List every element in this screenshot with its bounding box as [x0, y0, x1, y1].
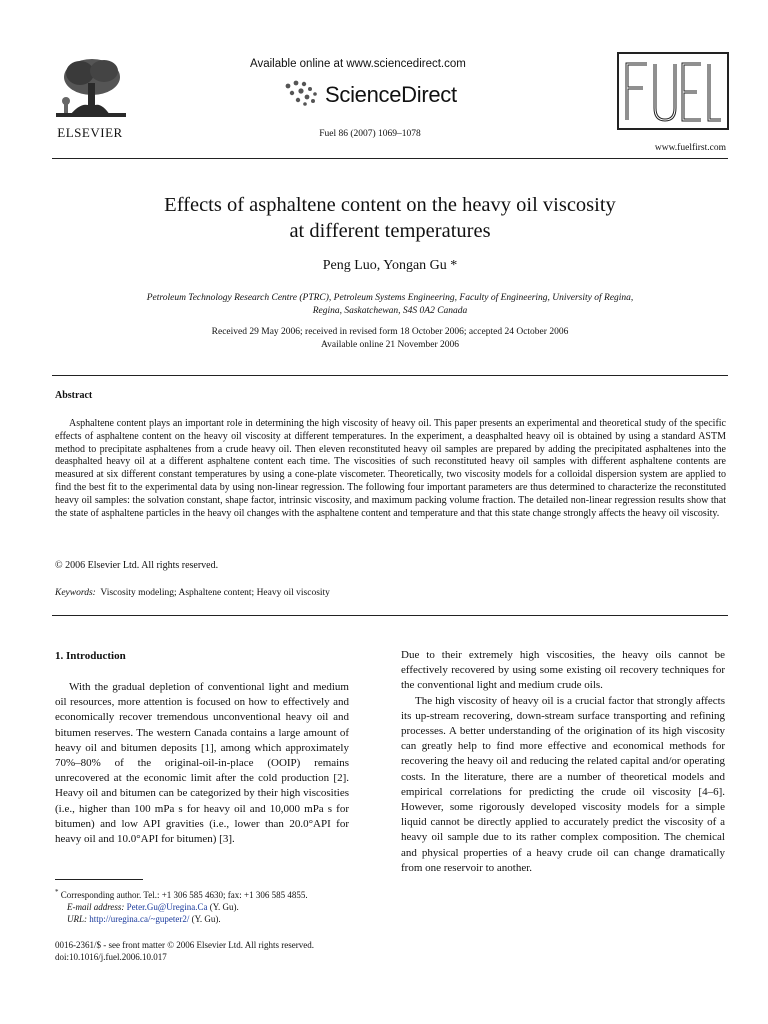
- publisher-name: ELSEVIER: [57, 125, 123, 140]
- sciencedirect-brand: ScienceDirect: [325, 82, 457, 107]
- front-matter: [55, 939, 375, 963]
- available-online-date: Available online 21 November 2006: [320, 340, 460, 350]
- footnote-url-row: [55, 913, 375, 925]
- sciencedirect-availability[interactable]: Available online at www.sciencedirect.com: [250, 58, 466, 70]
- journal-reference: Fuel 86 (2007) 1069–1078: [319, 129, 421, 139]
- email-link[interactable]: Peter.Gu@Uregina.Ca: [126, 902, 208, 912]
- header-divider: [52, 158, 728, 159]
- abstract-top-divider: [52, 375, 728, 376]
- article-title-line-2: at different temperatures: [289, 220, 491, 242]
- article-title-line-1: Effects of asphaltene content on the heavy oil viscosity: [164, 194, 616, 216]
- received-dates: Received 29 May 2006; received in revised form 18 October 2006; accepted 24 October 2006: [211, 327, 569, 337]
- email-suffix: (Y. Gu).: [209, 902, 239, 912]
- affiliation-line-2: Regina, Saskatchewan, S4S 0A2 Canada: [312, 306, 468, 316]
- affiliation-line-1: Petroleum Technology Research Centre (PTRC), Petroleum Systems Engineering, Faculty of Engineering, University of Regina,: [146, 293, 634, 303]
- article-dates: [80, 326, 700, 352]
- url-suffix: (Y. Gu).: [191, 914, 221, 924]
- author-url-link[interactable]: http://uregina.ca/~gupeter2/: [89, 914, 190, 924]
- footnote-mark: *: [55, 888, 59, 896]
- abstract-bottom-divider: [52, 615, 728, 616]
- abstract-heading: Abstract: [55, 390, 93, 401]
- right-column: [401, 648, 725, 876]
- issn-line: 0016-2361/$ - see front matter © 2006 Elsevier Ltd. All rights reserved.: [55, 940, 315, 950]
- abstract-text: Asphaltene content plays an important role in determining the high viscosity of heavy oil. This paper presents an experimental and theoretical study of the specific effects of asphaltene content on the heavy oil viscosity at different temperatures. In the experiment, a deasphalted heavy oil is obtained by using a standard ASTM method to precipitate asphaltenes from a crude heavy oil. Then eleven reconstituted heavy oil samples are prepared by adding the precipitated asphaltenes into the deasphalted heavy oil at a different asphaltene content each time. The viscosities of such reconstituted heavy oil samples with different asphaltene contents are measured at six different constant temperatures by using a cone-plate viscometer. Theoretically, two viscosity models for a colloidal dispersion system are applied to find the best fit to the experimental data by using non-linear regression. The following four important parameters are thus determined to characterize the reconstituted heavy oil samples: the solvation constant, shape factor, intrinsic viscosity, and maximum packing volume fraction. The detailed non-linear regression results show that the state of asphaltene particles in the heavy oil changes with the asphaltene content and temperature and that this state change strongly affects the heavy oil viscosity.: [55, 418, 726, 519]
- article-authors: Peng Luo, Yongan Gu *: [322, 258, 458, 273]
- article-title: [80, 192, 700, 244]
- journal-url-link[interactable]: www.fuelfirst.com: [654, 143, 726, 153]
- url-label: URL:: [67, 914, 87, 924]
- introduction-paragraph-1: With the gradual depletion of conventional light and medium oil resources, more attention is focused on how to effectively and economically recover tremendous unconventional heavy oil and bitumen reserves. The western Canada contains a large amount of heavy oil and bitumen deposits [1], among which approximately 70%–80% of the original-oil-in-place (OOIP) remains unrecovered at the economic limit after the cold production [2]. Heavy oil and bitumen can be categorized by their high viscosities (i.e., higher than 100 mPa s for heavy oil and 10,000 mPa s for bitumen) and low API gravities (i.e., lower than 20.0°API for heavy oil and 10.0°API for bitumen) [3].: [55, 681, 349, 846]
- keywords-label: Keywords:: [55, 588, 96, 598]
- footnote-divider: [55, 879, 143, 880]
- keywords-list: Viscosity modeling; Asphaltene content; Heavy oil viscosity: [100, 588, 330, 598]
- email-label: E-mail address:: [67, 902, 125, 912]
- section-heading-introduction: 1. Introduction: [55, 650, 126, 662]
- footnote-email-row: [55, 901, 375, 913]
- elsevier-tree-logo-icon: [50, 55, 130, 125]
- right-column-paragraph-1: Due to their extremely high viscosities, the heavy oils cannot be effectively recovered by using some existing oil recovery techniques for the conventional light and medium crude oils.: [401, 649, 725, 692]
- author-affiliation: [80, 292, 700, 318]
- footnote-corresponding-author: [55, 886, 375, 901]
- footnote: [55, 886, 375, 925]
- keywords: [55, 588, 330, 598]
- sciencedirect-dots-logo-icon: [282, 78, 322, 108]
- doi-link[interactable]: doi:10.1016/j.fuel.2006.10.017: [55, 952, 167, 962]
- right-column-paragraph-2: The high viscosity of heavy oil is a crucial factor that strongly affects its up-stream recovering, down-stream surface transporting and refining processes. A better understanding of the origination of its high viscosity can greatly help to find more effective and economical methods for recovering the heavy oil and reducing the related capital and/or operating costs. In the literature, there are a number of theoretical models and empirical correlations for predicting the crude oil viscosity [4–6]. However, some rigorously developed viscosity models for a simple liquid cannot be directly applied to accurately predict the viscosity of a heavy oil sample due to its rather complex composition. The chemical and physical properties of a heavy crude oil can change dramatically from one reservoir to another.: [401, 694, 725, 874]
- footnote-contact: Corresponding author. Tel.: +1 306 585 4630; fax: +1 306 585 4855.: [60, 890, 308, 900]
- fuel-journal-logo-icon: [617, 52, 729, 130]
- abstract-copyright: © 2006 Elsevier Ltd. All rights reserved.: [55, 560, 219, 571]
